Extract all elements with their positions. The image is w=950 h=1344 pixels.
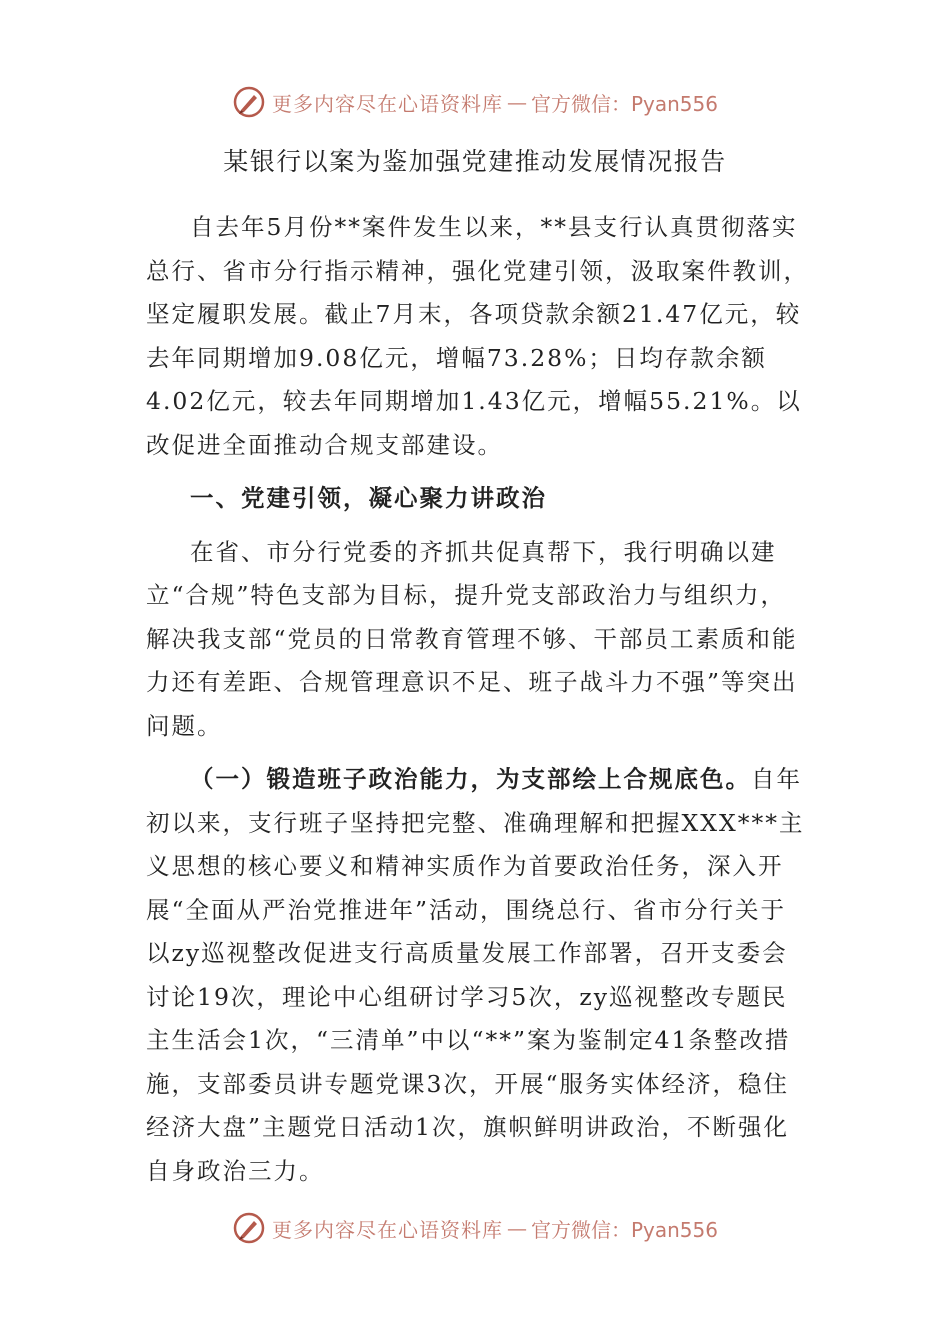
watermark-wechat-text: 官方微信：Pyan556 xyxy=(530,91,718,116)
watermark-banner-top xyxy=(0,82,950,122)
watermark-separator: — xyxy=(506,90,527,114)
section-heading-1: 一、党建引领，凝心聚力讲政治 xyxy=(190,484,547,512)
watermark-separator: — xyxy=(506,1216,527,1240)
document-body xyxy=(146,206,810,1193)
watermark-site-text: 更多内容尽在心语资料库 xyxy=(271,91,503,116)
document-title: 某银行以案为鉴加强党建推动发展情况报告 xyxy=(223,147,727,176)
watermark-site-text: 更多内容尽在心语资料库 xyxy=(271,1217,503,1242)
intro-paragraph: 自去年5月份**案件发生以来，**县支行认真贯彻落实总行、省市分行指示精神，强化党建引领，汲取案件教训，坚定履职发展。截止7月末，各项贷款余额21.47亿元，较去年同期增加9.08亿元，增幅73.28%；日均存款余额4.02亿元，较去年同期增加1.43亿元，增幅55.21%。以改促进全面推动合规支部建设。 xyxy=(146,213,809,459)
subsection-lead-1: （一）锻造班子政治能力，为支部绘上合规底色。 xyxy=(190,765,751,793)
watermark-banner-bottom xyxy=(0,1208,950,1248)
subsection-paragraph-1 xyxy=(146,758,810,1193)
pen-logo-icon xyxy=(232,85,266,119)
section-paragraph-1: 在省、市分行党委的齐抓共促真帮下，我行明确以建立“合规”特色支部为目标，提升党支部政治力与组织力，解决我支部“党员的日常教育管理不够、干部员工素质和能力还有差距、合规管理意识不足、班子战斗力不强”等突出问题。 xyxy=(146,537,798,740)
subsection-body-1: 自年初以来，支行班子坚持把完整、准确理解和把握XXX***主义思想的核心要义和精神实质作为首要政治任务，深入开展“全面从严治党推进年”活动，围绕总行、省市分行关于以zy巡视整改促进支行高质量发展工作部署，召开支委会讨论19次，理论中心组研讨学习5次，zy巡视整改专题民主生活会1次，“三清单”中以“**”案为鉴制定41条整改措施，支部委员讲专题党课3次，开展“服务实体经济，稳住经济大盘”主题党日活动1次，旗帜鲜明讲政治，不断强化自身政治三力。 xyxy=(146,765,805,1185)
watermark-wechat-text: 官方微信：Pyan556 xyxy=(530,1217,718,1242)
pen-logo-icon xyxy=(232,1211,266,1245)
